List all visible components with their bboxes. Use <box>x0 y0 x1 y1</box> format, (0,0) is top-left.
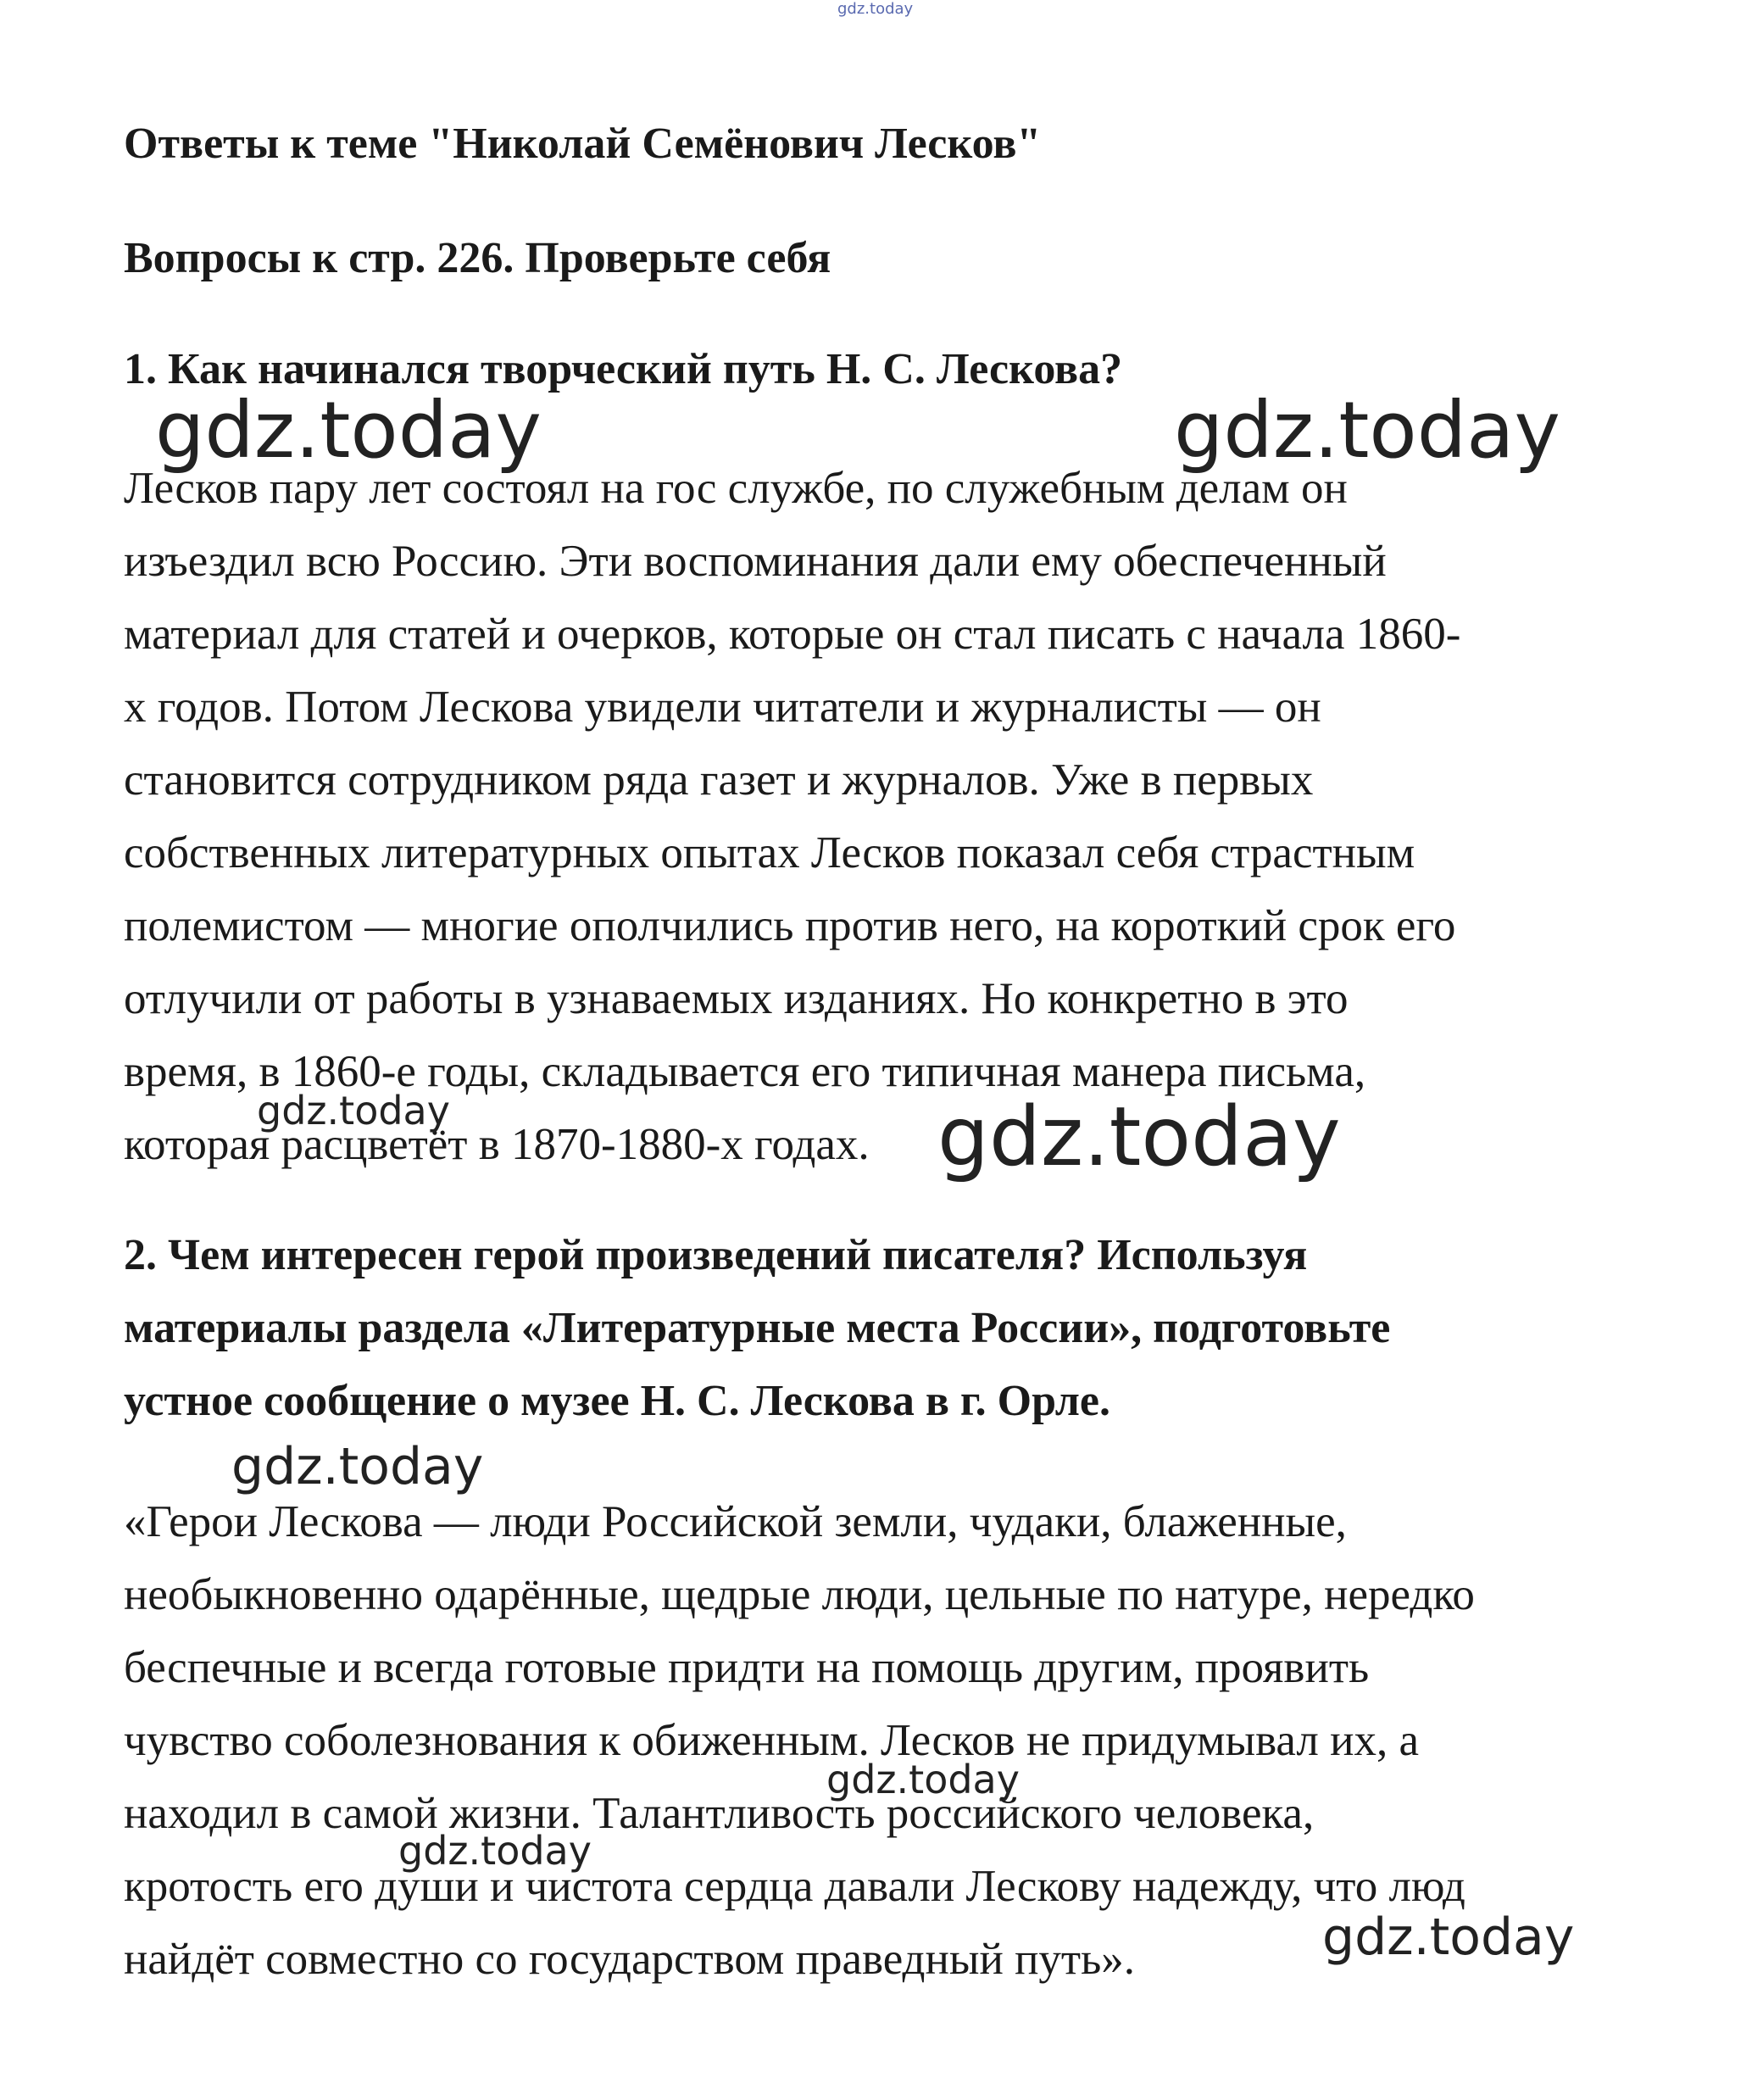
page-subtitle: Вопросы к стр. 226. Проверьте себя <box>124 234 831 282</box>
answer-2-line: беспечные и всегда готовые придти на помощь другим, проявить <box>124 1643 1370 1692</box>
page-title: Ответы к теме "Николай Семёнович Лесков" <box>124 120 1042 168</box>
question-1: 1. Как начинался творческий путь Н. С. Лескова? <box>124 345 1123 393</box>
watermark: gdz.today <box>1174 385 1560 476</box>
answer-1-line: время, в 1860-е годы, складывается его типичная манера письма, <box>124 1047 1366 1096</box>
answer-2-line: найдёт совместно со государством праведный путь». <box>124 1935 1136 1984</box>
answer-2-line: необыкновенно одарённые, щедрые люди, цельные по натуре, нередко <box>124 1570 1475 1619</box>
question-2-line: материалы раздела «Литературные места России», подготовьте <box>124 1304 1391 1352</box>
answer-1-line: Лесков пару лет состоял на гос службе, по служебным делам он <box>124 464 1348 513</box>
answer-1-line: изъездил всю Россию. Эти воспоминания дали ему обеспеченный <box>124 537 1387 586</box>
watermark: gdz.today <box>1322 1908 1575 1967</box>
watermark: gdz.today <box>257 1088 450 1134</box>
watermark: gdz.today <box>937 1089 1341 1184</box>
watermark: gdz.today <box>826 1757 1020 1802</box>
answer-2-line: находил в самой жизни. Талантливость российского человека, <box>124 1789 1315 1838</box>
watermark-top: gdz.today <box>837 0 914 18</box>
answer-2 <box>124 1485 1632 1996</box>
answer-1-line: полемистом — многие ополчились против него, на короткий срок его <box>124 901 1456 950</box>
answer-1-line: отлучили от работы в узнаваемых изданиях. Но конкретно в это <box>124 974 1349 1023</box>
answer-1 <box>124 452 1632 1184</box>
answer-1-line: становится сотрудником ряда газет и журналов. Уже в первых <box>124 755 1314 805</box>
question-2-line: 2. Чем интересен герой произведений писателя? Используя <box>124 1231 1308 1279</box>
watermark: gdz.today <box>398 1828 592 1874</box>
question-2-line: устное сообщение о музее Н. С. Лескова в г. Орле. <box>124 1377 1111 1425</box>
question-2 <box>124 1219 1649 1438</box>
answer-2-line: «Герои Лескова — люди Российской земли, чудаки, блаженные, <box>124 1497 1347 1546</box>
answer-2-line: чувство соболезнования к обиженным. Лесков не придумывал их, а <box>124 1716 1419 1765</box>
answer-1-line: материал для статей и очерков, которые он стал писать с начала 1860- <box>124 610 1461 659</box>
answer-1-line: х годов. Потом Лескова увидели читатели и журналисты — он <box>124 682 1321 732</box>
answer-2-line: кротость его души и чистота сердца давали Лескову надежду, что люд <box>124 1862 1465 1911</box>
answer-1-line: собственных литературных опытах Лесков показал себя страстным <box>124 828 1415 877</box>
watermark: gdz.today <box>155 385 542 476</box>
watermark: gdz.today <box>231 1437 484 1496</box>
answer-1-line: которая расцветёт в 1870-1880-х годах. <box>124 1120 870 1169</box>
